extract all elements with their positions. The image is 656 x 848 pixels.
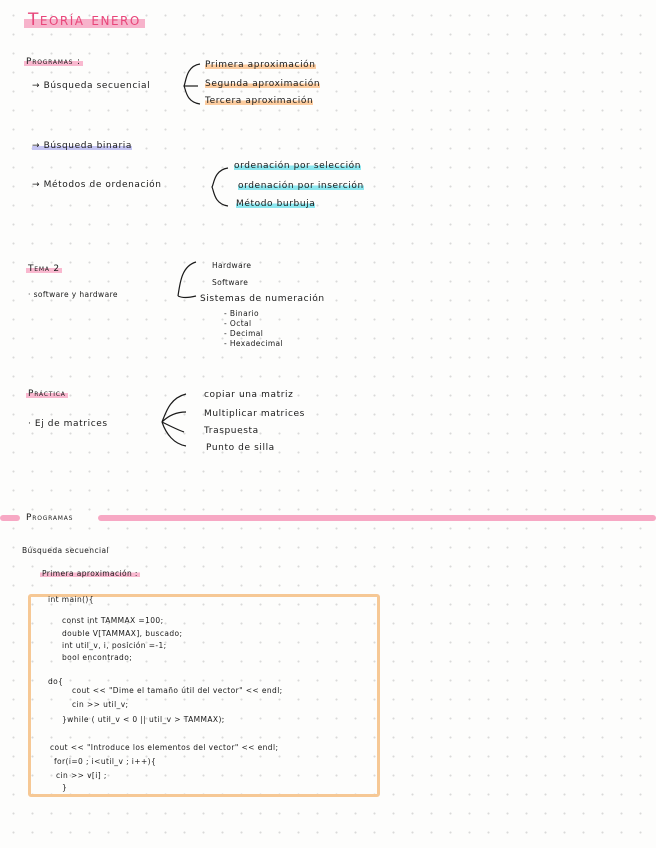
practica-item: Multiplicar matrices xyxy=(204,409,305,419)
code-line: cin >> util_v; xyxy=(72,700,129,709)
brace-metodos xyxy=(206,164,236,210)
code-line: for(i=0 ; i<util_v ; i++){ xyxy=(54,757,157,766)
brace-practica xyxy=(158,390,190,450)
tema2-item: Hardware xyxy=(212,261,252,270)
programas-heading: Programas : xyxy=(26,57,81,67)
code-line: cout << "Introduce los elementos del vector" << endl; xyxy=(50,743,279,752)
section-divider-right xyxy=(98,515,656,521)
metodo-item: ordenación por selección xyxy=(234,161,362,171)
metodo-item: Método burbuja xyxy=(236,199,316,209)
aproximacion-item: Primera aproximación xyxy=(205,60,316,70)
code-line: cin >> v[i] ; xyxy=(56,771,107,780)
brace-aproximaciones xyxy=(178,60,208,108)
primera-aproximacion-subheading: Primera aproximación : xyxy=(42,569,138,578)
code-line: bool encontrado; xyxy=(62,653,133,662)
practica-item: Punto de silla xyxy=(206,443,275,453)
software-hardware-label: · software y hardware xyxy=(28,290,118,299)
practica-item: Traspuesta xyxy=(204,426,259,436)
code-line: int main(){ xyxy=(48,595,94,604)
page-title: Teoría enero xyxy=(24,10,145,30)
practica-heading: Práctica xyxy=(28,389,66,399)
metodos-ordenacion-label: → Métodos de ordenación xyxy=(32,180,162,190)
sistema-item: - Binario xyxy=(224,309,260,318)
code-line: }while ( util_v < 0 || util_v > TAMMAX); xyxy=(62,715,225,724)
matrices-label: · Ej de matrices xyxy=(28,419,108,429)
metodo-item: ordenación por inserción xyxy=(238,181,364,191)
busqueda-secuencial-subheading: Búsqueda secuencial xyxy=(22,546,109,555)
tema2-item: Software xyxy=(212,278,249,287)
sistema-item: - Decimal xyxy=(224,329,264,338)
practica-item: copiar una matriz xyxy=(204,390,294,400)
sistema-item: - Hexadecimal xyxy=(224,339,284,348)
busqueda-binaria-label xyxy=(32,141,132,151)
tema2-heading: Tema 2 xyxy=(28,264,60,274)
code-line: const int TAMMAX =100; xyxy=(62,616,164,625)
code-line: int util_v, i, posición =-1; xyxy=(62,641,167,650)
busqueda-binaria-text: → Búsqueda binaria xyxy=(32,141,132,151)
brace-tema2 xyxy=(172,258,202,302)
tema2-item: Sistemas de numeración xyxy=(200,294,325,304)
busqueda-secuencial-label: → Búsqueda secuencial xyxy=(32,81,151,91)
code-line: } xyxy=(62,783,68,792)
sistema-item: - Octal xyxy=(224,319,252,328)
section-divider-left xyxy=(0,515,20,521)
programas-section-heading: Programas xyxy=(26,513,74,523)
code-line: double V[TAMMAX], buscado; xyxy=(62,629,183,638)
aproximacion-item: Tercera aproximación xyxy=(205,96,314,106)
code-line: do{ xyxy=(48,677,64,686)
code-line: cout << "Dime el tamaño útil del vector" << endl; xyxy=(72,686,283,695)
aproximacion-item: Segunda aproximación xyxy=(205,79,321,89)
